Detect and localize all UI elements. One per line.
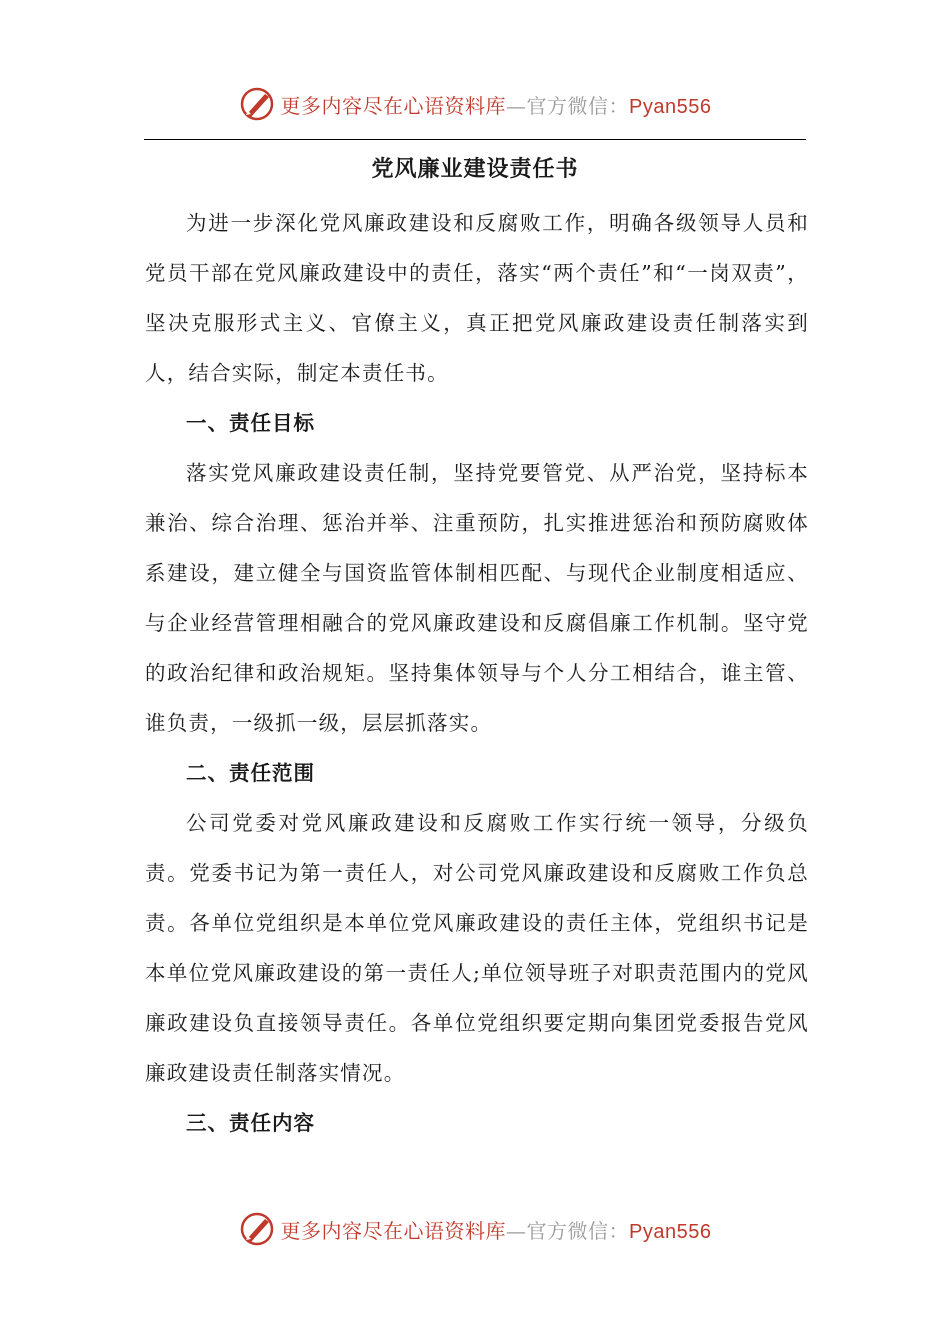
section-heading-3: 三、责任内容: [186, 1111, 315, 1135]
header-banner: [0, 82, 950, 126]
banner-part3: Pyan556: [629, 95, 712, 118]
section-body-1: 落实党风廉政建设责任制，坚持党要管党、从严治党，坚持标本兼治、综合治理、惩治并举、注重预防，扎实推进惩治和预防腐败体系建设，建立健全与国资监管体制相匹配、与现代企业制度相适应、与企业经营管理相融合的党风廉政建设和反腐倡廉工作机制。坚守党的政治纪律和政治规矩。坚持集体领导与个人分工相结合，谁主管、谁负责，一级抓一级，层层抓落实。: [145, 461, 809, 735]
pen-logo-icon: [239, 86, 275, 122]
banner-part2: —官方微信：: [506, 1218, 630, 1243]
document-body: [145, 198, 809, 1148]
header-rule: [144, 139, 806, 140]
banner-part2: —官方微信：: [506, 93, 630, 118]
banner-text: [281, 1215, 712, 1244]
banner-part1: 更多内容尽在心语资料库: [280, 1218, 507, 1243]
pen-logo-icon: [239, 1211, 275, 1247]
section-body-2: 公司党委对党风廉政建设和反腐败工作实行统一领导，分级负责。党委书记为第一责任人，对公司党风廉政建设和反腐败工作负总责。各单位党组织是本单位党风廉政建设的责任主体，党组织书记是本单位党风廉政建设的第一责任人;单位领导班子对职责范围内的党风廉政建设负直接领导责任。各单位党组织要定期向集团党委报告党风廉政建设责任制落实情况。: [145, 811, 809, 1085]
footer-banner: [0, 1207, 950, 1251]
banner-part3: Pyan556: [629, 1220, 712, 1243]
banner-text: [281, 90, 712, 119]
section-heading-2: 二、责任范围: [186, 761, 315, 785]
intro-paragraph: 为进一步深化党风廉政建设和反腐败工作，明确各级领导人员和党员干部在党风廉政建设中的责任，落实“两个责任”和“一岗双责”，坚决克服形式主义、官僚主义，真正把党风廉政建设责任制落实到人，结合实际，制定本责任书。: [145, 211, 809, 385]
section-heading-1: 一、责任目标: [186, 411, 315, 435]
banner-part1: 更多内容尽在心语资料库: [280, 93, 507, 118]
document-title: 党风廉业建设责任书: [371, 157, 579, 182]
